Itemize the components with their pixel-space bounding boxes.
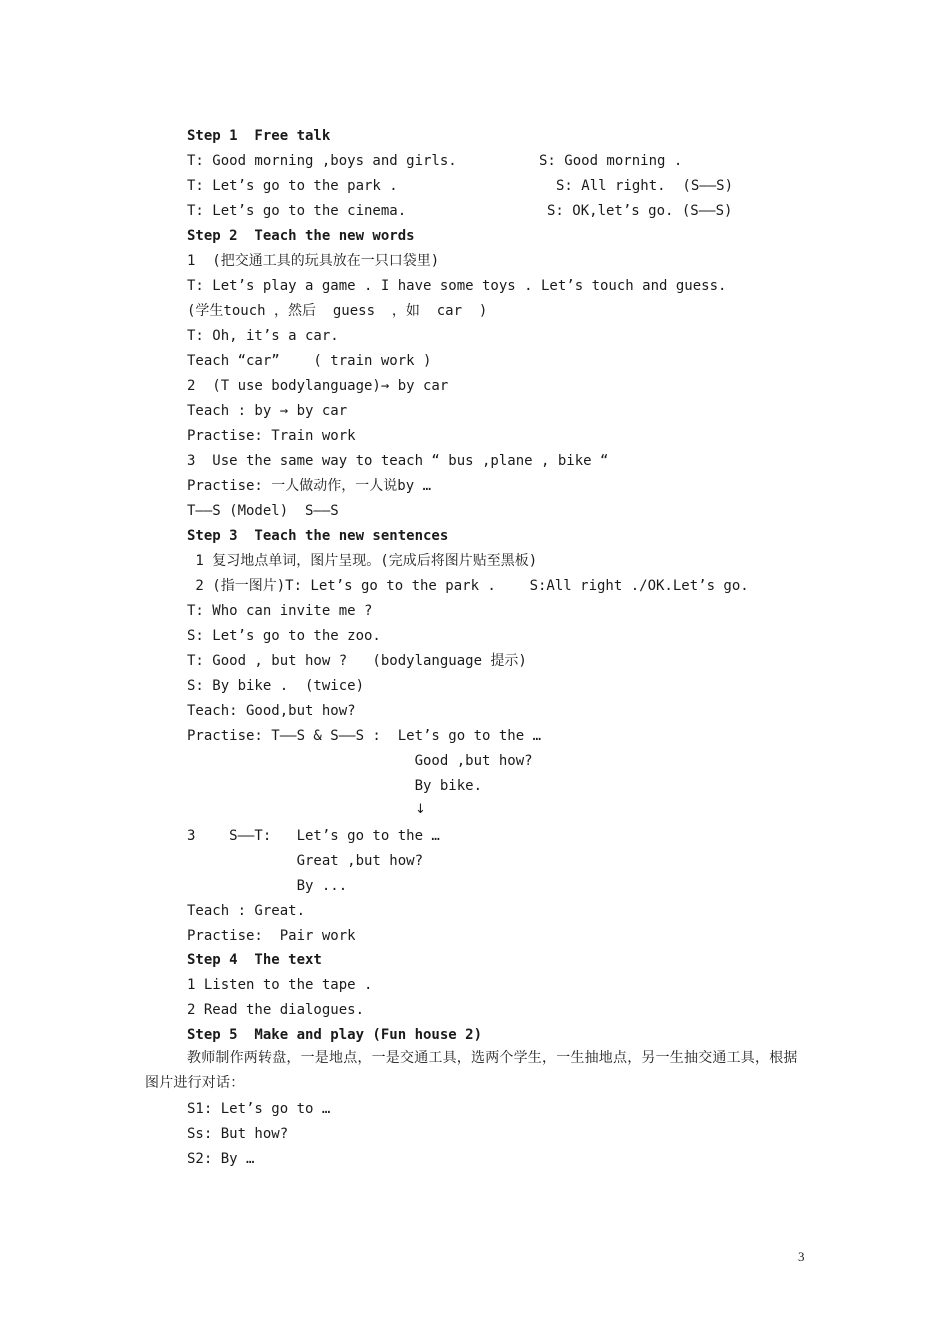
text-line: 3 Use the same way to teach “ bus ,plane , bike “ (187, 453, 609, 469)
text-line: 2 (T use bodylanguage)→ by car (187, 378, 449, 394)
dialog-line: S2: By … (187, 1151, 255, 1167)
text-line: T: Let’s go to the cinema. S: OK,let’s go. (S——S) (187, 203, 733, 219)
page-number: 3 (798, 1249, 805, 1264)
text-line: Practise: Train work (187, 428, 356, 444)
text-line: 1 (把交通工具的玩具放在一只口袋里) (187, 253, 440, 269)
text-line: 1 Listen to the tape . (187, 977, 373, 993)
text-line: 2 Read the dialogues. (187, 1002, 365, 1018)
text-line: (学生touch ，然后 guess ，如 car ) (187, 303, 488, 319)
text-line: T——S (Model) S——S (187, 503, 339, 519)
step-2-heading: Step 2 Teach the new words (187, 228, 415, 244)
text-line: T: Oh, it’s a car. (187, 328, 339, 344)
text-line: Teach: Good,but how? (187, 703, 356, 719)
text-line: Teach : Great. (187, 903, 306, 919)
text-line: S: Let’s go to the zoo. (187, 628, 381, 644)
activity-paragraph: 教师制作两转盘，一是地点，一是交通工具，选两个学生，一生抽地点，另一生抽交通工具，根据图片进行对话： (145, 1050, 798, 1091)
text-line: By bike. (187, 778, 483, 794)
text-line: Teach : by → by car (187, 403, 348, 419)
text-line: By ... (187, 878, 348, 894)
text-line: 3 S——T: Let’s go to the … (187, 828, 440, 844)
text-line: Good ,but how? (187, 753, 533, 769)
text-line: 1 复习地点单词，图片呈现。(完成后将图片贴至黑板) (187, 553, 538, 569)
text-line: T: Who can invite me ? (187, 603, 373, 619)
text-line: 2 (指一图片)T: Let’s go to the park . S:All right ./OK.Let’s go. (187, 578, 749, 594)
text-line: S: By bike . (twice) (187, 678, 365, 694)
text-line: Practise: Pair work (187, 928, 356, 944)
text-line: T: Good , but how ? (bodylanguage 提示) (187, 653, 527, 669)
text-line: Practise: T——S & S——S : Let’s go to the … (187, 728, 542, 744)
text-line: T: Let’s play a game . I have some toys . Let’s touch and guess. (187, 278, 727, 294)
dialog-line: S1: Let’s go to … (187, 1101, 331, 1117)
text-line: T: Good morning ,boys and girls. S: Good morning . (187, 153, 683, 169)
step-4-heading: Step 4 The text (187, 952, 322, 968)
step-5-heading: Step 5 Make and play (Fun house 2) (187, 1027, 483, 1043)
text-line: Teach “car” ( train work ) (187, 353, 432, 369)
step-1-heading: Step 1 Free talk (187, 128, 331, 144)
text-line: T: Let’s go to the park . S: All right. (S——S) (187, 178, 734, 194)
dialog-line: Ss: But how? (187, 1126, 289, 1142)
step-3-heading: Step 3 Teach the new sentences (187, 528, 449, 544)
text-line: Great ,but how? (187, 853, 424, 869)
down-arrow-icon: ↓ (415, 802, 426, 817)
text-line: Practise: 一人做动作，一人说by … (187, 478, 432, 494)
